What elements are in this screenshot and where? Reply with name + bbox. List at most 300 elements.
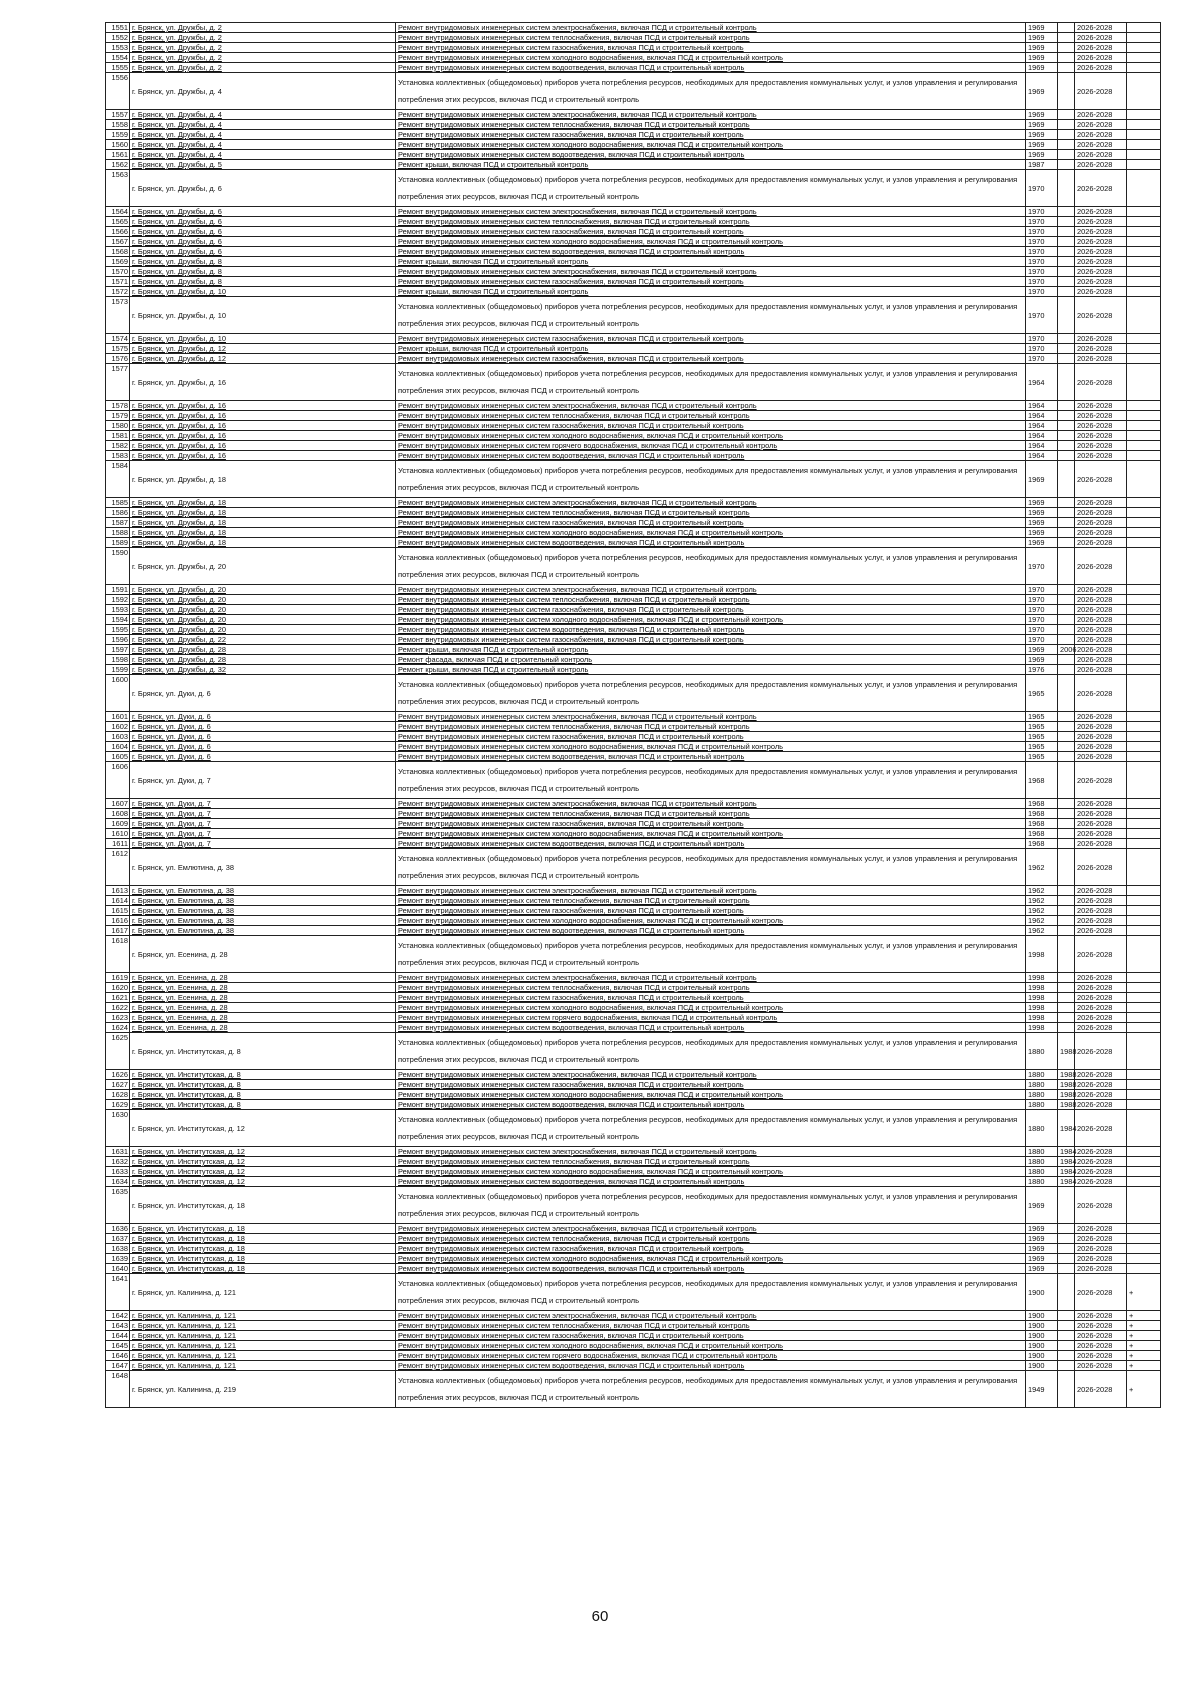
house-address: г. Брянск, ул. Есенина, д. 28	[130, 1023, 396, 1033]
row-number: 1561	[106, 150, 130, 160]
planned-period: 2026-2028	[1075, 655, 1127, 665]
house-address: г. Брянск, ул. Институтская, д. 12	[130, 1167, 396, 1177]
table-row	[106, 762, 1161, 799]
planned-period: 2026-2028	[1075, 267, 1127, 277]
mark-cell	[1127, 1167, 1161, 1177]
renovation-year: 1984	[1058, 1110, 1075, 1147]
table-row	[106, 896, 1161, 906]
planned-period: 2026-2028	[1075, 354, 1127, 364]
row-number: 1582	[106, 441, 130, 451]
renovation-year	[1058, 829, 1075, 839]
mark-cell	[1127, 277, 1161, 287]
renovation-year	[1058, 809, 1075, 819]
renovation-year	[1058, 53, 1075, 63]
build-year: 1969	[1026, 645, 1058, 655]
renovation-year	[1058, 1331, 1075, 1341]
build-year: 1964	[1026, 451, 1058, 461]
work-type: Установка коллективных (общедомовых) приборов учета потребления ресурсов, необходимых для предоставления коммунальных услуг, и узлов управления и регулирования потребления этих ресурсов, включая ПСД и строительный контроль	[396, 675, 1026, 712]
planned-period: 2026-2028	[1075, 411, 1127, 421]
work-type: Ремонт внутридомовых инженерных систем водоотведения, включая ПСД и строительный контроль	[396, 247, 1026, 257]
build-year: 1970	[1026, 354, 1058, 364]
build-year: 1970	[1026, 615, 1058, 625]
work-type: Установка коллективных (общедомовых) приборов учета потребления ресурсов, необходимых для предоставления коммунальных услуг, и узлов управления и регулирования потребления этих ресурсов, включая ПСД и строительный контроль	[396, 936, 1026, 973]
table-row	[106, 936, 1161, 973]
repair-schedule-table	[105, 22, 1161, 1408]
house-address: г. Брянск, ул. Дружбы, д. 16	[130, 401, 396, 411]
row-number: 1642	[106, 1311, 130, 1321]
renovation-year	[1058, 140, 1075, 150]
table-row	[106, 1244, 1161, 1254]
table-row	[106, 23, 1161, 33]
planned-period: 2026-2028	[1075, 916, 1127, 926]
table-row	[106, 227, 1161, 237]
renovation-year	[1058, 344, 1075, 354]
table-row	[106, 809, 1161, 819]
build-year: 1949	[1026, 1371, 1058, 1408]
renovation-year	[1058, 916, 1075, 926]
row-number: 1598	[106, 655, 130, 665]
table-row	[106, 247, 1161, 257]
renovation-year	[1058, 585, 1075, 595]
mark-cell	[1127, 1187, 1161, 1224]
renovation-year	[1058, 461, 1075, 498]
table-row	[106, 441, 1161, 451]
table-row	[106, 1003, 1161, 1013]
row-number: 1628	[106, 1090, 130, 1100]
work-type: Ремонт внутридомовых инженерных систем электроснабжения, включая ПСД и строительный контроль	[396, 886, 1026, 896]
house-address: г. Брянск, ул. Дружбы, д. 18	[130, 508, 396, 518]
planned-period: 2026-2028	[1075, 799, 1127, 809]
table-row	[106, 287, 1161, 297]
table-row	[106, 508, 1161, 518]
planned-period: 2026-2028	[1075, 1110, 1127, 1147]
build-year: 1880	[1026, 1177, 1058, 1187]
build-year: 1969	[1026, 1234, 1058, 1244]
renovation-year	[1058, 518, 1075, 528]
renovation-year	[1058, 839, 1075, 849]
planned-period: 2026-2028	[1075, 1331, 1127, 1341]
planned-period: 2026-2028	[1075, 675, 1127, 712]
row-number: 1608	[106, 809, 130, 819]
mark-cell	[1127, 498, 1161, 508]
planned-period: 2026-2028	[1075, 829, 1127, 839]
renovation-year: 1984	[1058, 1177, 1075, 1187]
row-number: 1594	[106, 615, 130, 625]
planned-period: 2026-2028	[1075, 1003, 1127, 1013]
work-type: Ремонт внутридомовых инженерных систем водоотведения, включая ПСД и строительный контроль	[396, 1361, 1026, 1371]
table-row	[106, 140, 1161, 150]
work-type: Ремонт внутридомовых инженерных систем газоснабжения, включая ПСД и строительный контроль	[396, 43, 1026, 53]
row-number: 1584	[106, 461, 130, 498]
build-year: 1970	[1026, 267, 1058, 277]
page-number: 60	[591, 1608, 609, 1625]
planned-period: 2026-2028	[1075, 247, 1127, 257]
mark-cell	[1127, 257, 1161, 267]
work-type: Ремонт внутридомовых инженерных систем газоснабжения, включая ПСД и строительный контроль	[396, 906, 1026, 916]
row-number: 1576	[106, 354, 130, 364]
mark-cell	[1127, 732, 1161, 742]
house-address: г. Брянск, ул. Дуки, д. 7	[130, 829, 396, 839]
work-type: Установка коллективных (общедомовых) приборов учета потребления ресурсов, необходимых для предоставления коммунальных услуг, и узлов управления и регулирования потребления этих ресурсов, включая ПСД и строительный контроль	[396, 364, 1026, 401]
work-type: Ремонт внутридомовых инженерных систем теплоснабжения, включая ПСД и строительный контроль	[396, 120, 1026, 130]
renovation-year	[1058, 1234, 1075, 1244]
table-row	[106, 344, 1161, 354]
build-year: 1969	[1026, 538, 1058, 548]
build-year: 1965	[1026, 712, 1058, 722]
build-year: 1987	[1026, 160, 1058, 170]
work-type: Ремонт внутридомовых инженерных систем теплоснабжения, включая ПСД и строительный контроль	[396, 508, 1026, 518]
build-year: 1969	[1026, 53, 1058, 63]
build-year: 1900	[1026, 1351, 1058, 1361]
work-type: Ремонт внутридомовых инженерных систем газоснабжения, включая ПСД и строительный контроль	[396, 1080, 1026, 1090]
build-year: 1970	[1026, 595, 1058, 605]
build-year: 1900	[1026, 1274, 1058, 1311]
house-address: г. Брянск, ул. Калинина, д. 121	[130, 1274, 396, 1311]
row-number: 1599	[106, 665, 130, 675]
renovation-year	[1058, 441, 1075, 451]
build-year: 1969	[1026, 120, 1058, 130]
planned-period: 2026-2028	[1075, 23, 1127, 33]
planned-period: 2026-2028	[1075, 973, 1127, 983]
build-year: 1880	[1026, 1167, 1058, 1177]
renovation-year	[1058, 538, 1075, 548]
build-year: 1962	[1026, 849, 1058, 886]
work-type: Ремонт внутридомовых инженерных систем теплоснабжения, включая ПСД и строительный контроль	[396, 1321, 1026, 1331]
build-year: 1880	[1026, 1157, 1058, 1167]
renovation-year: 2006	[1058, 645, 1075, 655]
work-type: Ремонт внутридомовых инженерных систем газоснабжения, включая ПСД и строительный контроль	[396, 605, 1026, 615]
planned-period: 2026-2028	[1075, 896, 1127, 906]
mark-cell	[1127, 120, 1161, 130]
planned-period: 2026-2028	[1075, 1234, 1127, 1244]
mark-cell	[1127, 605, 1161, 615]
table-row	[106, 1234, 1161, 1244]
row-number: 1604	[106, 742, 130, 752]
mark-cell	[1127, 839, 1161, 849]
build-year: 1965	[1026, 742, 1058, 752]
build-year: 1970	[1026, 257, 1058, 267]
work-type: Ремонт внутридомовых инженерных систем газоснабжения, включая ПСД и строительный контроль	[396, 1244, 1026, 1254]
mark-cell	[1127, 354, 1161, 364]
row-number: 1636	[106, 1224, 130, 1234]
row-number: 1605	[106, 752, 130, 762]
house-address: г. Брянск, ул. Дружбы, д. 4	[130, 73, 396, 110]
mark-cell	[1127, 665, 1161, 675]
mark-cell	[1127, 411, 1161, 421]
mark-cell	[1127, 645, 1161, 655]
row-number: 1578	[106, 401, 130, 411]
mark-cell	[1127, 973, 1161, 983]
house-address: г. Брянск, ул. Дружбы, д. 6	[130, 207, 396, 217]
row-number: 1585	[106, 498, 130, 508]
renovation-year	[1058, 207, 1075, 217]
house-address: г. Брянск, ул. Дружбы, д. 4	[130, 150, 396, 160]
table-row	[106, 1090, 1161, 1100]
work-type: Ремонт внутридомовых инженерных систем холодного водоснабжения, включая ПСД и строительный контроль	[396, 1341, 1026, 1351]
build-year: 1968	[1026, 839, 1058, 849]
work-type: Ремонт внутридомовых инженерных систем водоотведения, включая ПСД и строительный контроль	[396, 1023, 1026, 1033]
table-row	[106, 829, 1161, 839]
work-type: Ремонт внутридомовых инженерных систем теплоснабжения, включая ПСД и строительный контроль	[396, 217, 1026, 227]
mark-cell	[1127, 1033, 1161, 1070]
row-number: 1645	[106, 1341, 130, 1351]
planned-period: 2026-2028	[1075, 839, 1127, 849]
work-type: Ремонт крыши, включая ПСД и строительный контроль	[396, 257, 1026, 267]
table-row	[106, 237, 1161, 247]
table-row	[106, 33, 1161, 43]
table-row	[106, 160, 1161, 170]
mark-cell	[1127, 762, 1161, 799]
table-row	[106, 1187, 1161, 1224]
table-row	[106, 277, 1161, 287]
work-type: Ремонт внутридомовых инженерных систем холодного водоснабжения, включая ПСД и строительный контроль	[396, 53, 1026, 63]
renovation-year	[1058, 983, 1075, 993]
row-number: 1558	[106, 120, 130, 130]
house-address: г. Брянск, ул. Дружбы, д. 20	[130, 585, 396, 595]
build-year: 1969	[1026, 508, 1058, 518]
planned-period: 2026-2028	[1075, 287, 1127, 297]
work-type: Ремонт внутридомовых инженерных систем теплоснабжения, включая ПСД и строительный контроль	[396, 1157, 1026, 1167]
table-row	[106, 1100, 1161, 1110]
renovation-year	[1058, 712, 1075, 722]
house-address: г. Брянск, ул. Дуки, д. 6	[130, 742, 396, 752]
house-address: г. Брянск, ул. Калинина, д. 219	[130, 1371, 396, 1408]
renovation-year	[1058, 1013, 1075, 1023]
planned-period: 2026-2028	[1075, 53, 1127, 63]
row-number: 1643	[106, 1321, 130, 1331]
renovation-year: 1984	[1058, 1157, 1075, 1167]
planned-period: 2026-2028	[1075, 1321, 1127, 1331]
row-number: 1595	[106, 625, 130, 635]
house-address: г. Брянск, ул. Дуки, д. 6	[130, 752, 396, 762]
work-type: Установка коллективных (общедомовых) приборов учета потребления ресурсов, необходимых для предоставления коммунальных услуг, и узлов управления и регулирования потребления этих ресурсов, включая ПСД и строительный контроль	[396, 548, 1026, 585]
table-row	[106, 120, 1161, 130]
table-row	[106, 916, 1161, 926]
mark-cell	[1127, 451, 1161, 461]
mark-cell	[1127, 538, 1161, 548]
mark-cell	[1127, 247, 1161, 257]
mark-cell	[1127, 819, 1161, 829]
build-year: 1880	[1026, 1110, 1058, 1147]
row-number: 1601	[106, 712, 130, 722]
planned-period: 2026-2028	[1075, 1157, 1127, 1167]
planned-period: 2026-2028	[1075, 665, 1127, 675]
mark-cell	[1127, 1157, 1161, 1167]
build-year: 1970	[1026, 605, 1058, 615]
renovation-year	[1058, 498, 1075, 508]
planned-period: 2026-2028	[1075, 237, 1127, 247]
build-year: 1880	[1026, 1147, 1058, 1157]
build-year: 1998	[1026, 1013, 1058, 1023]
house-address: г. Брянск, ул. Дуки, д. 6	[130, 722, 396, 732]
build-year: 1965	[1026, 675, 1058, 712]
build-year: 1969	[1026, 1187, 1058, 1224]
row-number: 1626	[106, 1070, 130, 1080]
renovation-year: 1988	[1058, 1090, 1075, 1100]
house-address: г. Брянск, ул. Есенина, д. 28	[130, 1003, 396, 1013]
build-year: 1964	[1026, 364, 1058, 401]
mark-cell: +	[1127, 1341, 1161, 1351]
mark-cell	[1127, 752, 1161, 762]
house-address: г. Брянск, ул. Дружбы, д. 18	[130, 498, 396, 508]
row-number: 1590	[106, 548, 130, 585]
table-row	[106, 528, 1161, 538]
table-row	[106, 742, 1161, 752]
mark-cell	[1127, 1254, 1161, 1264]
table-row	[106, 1341, 1161, 1351]
planned-period: 2026-2028	[1075, 993, 1127, 1003]
house-address: г. Брянск, ул. Дружбы, д. 8	[130, 257, 396, 267]
build-year: 1900	[1026, 1321, 1058, 1331]
renovation-year	[1058, 926, 1075, 936]
house-address: г. Брянск, ул. Емлютина, д. 38	[130, 896, 396, 906]
work-type: Ремонт крыши, включая ПСД и строительный контроль	[396, 344, 1026, 354]
house-address: г. Брянск, ул. Дружбы, д. 22	[130, 635, 396, 645]
row-number: 1580	[106, 421, 130, 431]
row-number: 1593	[106, 605, 130, 615]
planned-period: 2026-2028	[1075, 1023, 1127, 1033]
mark-cell: +	[1127, 1311, 1161, 1321]
planned-period: 2026-2028	[1075, 1244, 1127, 1254]
row-number: 1579	[106, 411, 130, 421]
row-number: 1623	[106, 1013, 130, 1023]
row-number: 1565	[106, 217, 130, 227]
planned-period: 2026-2028	[1075, 498, 1127, 508]
house-address: г. Брянск, ул. Дуки, д. 7	[130, 762, 396, 799]
table-row	[106, 110, 1161, 120]
house-address: г. Брянск, ул. Дружбы, д. 12	[130, 354, 396, 364]
planned-period: 2026-2028	[1075, 160, 1127, 170]
mark-cell	[1127, 655, 1161, 665]
build-year: 1998	[1026, 983, 1058, 993]
build-year: 1969	[1026, 140, 1058, 150]
row-number: 1591	[106, 585, 130, 595]
planned-period: 2026-2028	[1075, 548, 1127, 585]
mark-cell	[1127, 595, 1161, 605]
planned-period: 2026-2028	[1075, 849, 1127, 886]
mark-cell	[1127, 886, 1161, 896]
work-type: Ремонт внутридомовых инженерных систем электроснабжения, включая ПСД и строительный контроль	[396, 799, 1026, 809]
planned-period: 2026-2028	[1075, 538, 1127, 548]
work-type: Ремонт внутридомовых инженерных систем теплоснабжения, включая ПСД и строительный контроль	[396, 896, 1026, 906]
row-number: 1635	[106, 1187, 130, 1224]
renovation-year	[1058, 896, 1075, 906]
renovation-year	[1058, 973, 1075, 983]
row-number: 1621	[106, 993, 130, 1003]
renovation-year	[1058, 625, 1075, 635]
mark-cell	[1127, 73, 1161, 110]
table-row	[106, 354, 1161, 364]
work-type: Ремонт внутридомовых инженерных систем электроснабжения, включая ПСД и строительный контроль	[396, 498, 1026, 508]
table-row	[106, 53, 1161, 63]
row-number: 1616	[106, 916, 130, 926]
planned-period: 2026-2028	[1075, 401, 1127, 411]
table-row	[106, 217, 1161, 227]
build-year: 1964	[1026, 411, 1058, 421]
renovation-year	[1058, 742, 1075, 752]
build-year: 1965	[1026, 732, 1058, 742]
house-address: г. Брянск, ул. Институтская, д. 12	[130, 1147, 396, 1157]
build-year: 1964	[1026, 421, 1058, 431]
work-type: Ремонт внутридомовых инженерных систем газоснабжения, включая ПСД и строительный контроль	[396, 354, 1026, 364]
work-type: Ремонт внутридомовых инженерных систем водоотведения, включая ПСД и строительный контроль	[396, 926, 1026, 936]
build-year: 1968	[1026, 762, 1058, 799]
build-year: 1962	[1026, 896, 1058, 906]
house-address: г. Брянск, ул. Дружбы, д. 6	[130, 170, 396, 207]
table-row	[106, 906, 1161, 916]
house-address: г. Брянск, ул. Институтская, д. 8	[130, 1080, 396, 1090]
table-row	[106, 1311, 1161, 1321]
row-number: 1562	[106, 160, 130, 170]
row-number: 1555	[106, 63, 130, 73]
mark-cell	[1127, 237, 1161, 247]
renovation-year	[1058, 63, 1075, 73]
renovation-year: 1988	[1058, 1100, 1075, 1110]
house-address: г. Брянск, ул. Дружбы, д. 16	[130, 411, 396, 421]
house-address: г. Брянск, ул. Дружбы, д. 5	[130, 160, 396, 170]
work-type: Установка коллективных (общедомовых) приборов учета потребления ресурсов, необходимых для предоставления коммунальных услуг, и узлов управления и регулирования потребления этих ресурсов, включая ПСД и строительный контроль	[396, 762, 1026, 799]
mark-cell	[1127, 585, 1161, 595]
mark-cell	[1127, 297, 1161, 334]
house-address: г. Брянск, ул. Дружбы, д. 4	[130, 130, 396, 140]
house-address: г. Брянск, ул. Дружбы, д. 8	[130, 267, 396, 277]
build-year: 1998	[1026, 973, 1058, 983]
house-address: г. Брянск, ул. Дружбы, д. 2	[130, 43, 396, 53]
row-number: 1644	[106, 1331, 130, 1341]
mark-cell	[1127, 1090, 1161, 1100]
mark-cell	[1127, 916, 1161, 926]
work-type: Ремонт внутридомовых инженерных систем газоснабжения, включая ПСД и строительный контроль	[396, 993, 1026, 1003]
house-address: г. Брянск, ул. Институтская, д. 12	[130, 1157, 396, 1167]
mark-cell	[1127, 267, 1161, 277]
renovation-year	[1058, 1341, 1075, 1351]
work-type: Ремонт внутридомовых инженерных систем газоснабжения, включая ПСД и строительный контроль	[396, 518, 1026, 528]
renovation-year	[1058, 160, 1075, 170]
build-year: 1970	[1026, 287, 1058, 297]
row-number: 1633	[106, 1167, 130, 1177]
house-address: г. Брянск, ул. Институтская, д. 8	[130, 1070, 396, 1080]
table-row	[106, 538, 1161, 548]
table-row	[106, 1013, 1161, 1023]
table-row	[106, 886, 1161, 896]
planned-period: 2026-2028	[1075, 906, 1127, 916]
house-address: г. Брянск, ул. Дуки, д. 7	[130, 799, 396, 809]
table-row	[106, 411, 1161, 421]
renovation-year	[1058, 237, 1075, 247]
mark-cell	[1127, 829, 1161, 839]
work-type: Ремонт внутридомовых инженерных систем газоснабжения, включая ПСД и строительный контроль	[396, 227, 1026, 237]
row-number: 1607	[106, 799, 130, 809]
renovation-year	[1058, 120, 1075, 130]
mark-cell	[1127, 1244, 1161, 1254]
work-type: Ремонт внутридомовых инженерных систем электроснабжения, включая ПСД и строительный контроль	[396, 110, 1026, 120]
build-year: 1964	[1026, 401, 1058, 411]
house-address: г. Брянск, ул. Дружбы, д. 10	[130, 287, 396, 297]
work-type: Ремонт внутридомовых инженерных систем водоотведения, включая ПСД и строительный контроль	[396, 1264, 1026, 1274]
table-row	[106, 1167, 1161, 1177]
work-type: Ремонт внутридомовых инженерных систем электроснабжения, включая ПСД и строительный контроль	[396, 207, 1026, 217]
row-number: 1614	[106, 896, 130, 906]
planned-period: 2026-2028	[1075, 625, 1127, 635]
mark-cell	[1127, 461, 1161, 498]
mark-cell	[1127, 625, 1161, 635]
work-type: Ремонт внутридомовых инженерных систем электроснабжения, включая ПСД и строительный контроль	[396, 973, 1026, 983]
work-type: Ремонт внутридомовых инженерных систем газоснабжения, включая ПСД и строительный контроль	[396, 334, 1026, 344]
work-type: Ремонт внутридомовых инженерных систем холодного водоснабжения, включая ПСД и строительный контроль	[396, 1090, 1026, 1100]
work-type: Ремонт внутридомовых инженерных систем электроснабжения, включая ПСД и строительный контроль	[396, 1147, 1026, 1157]
row-number: 1613	[106, 886, 130, 896]
build-year: 1970	[1026, 227, 1058, 237]
